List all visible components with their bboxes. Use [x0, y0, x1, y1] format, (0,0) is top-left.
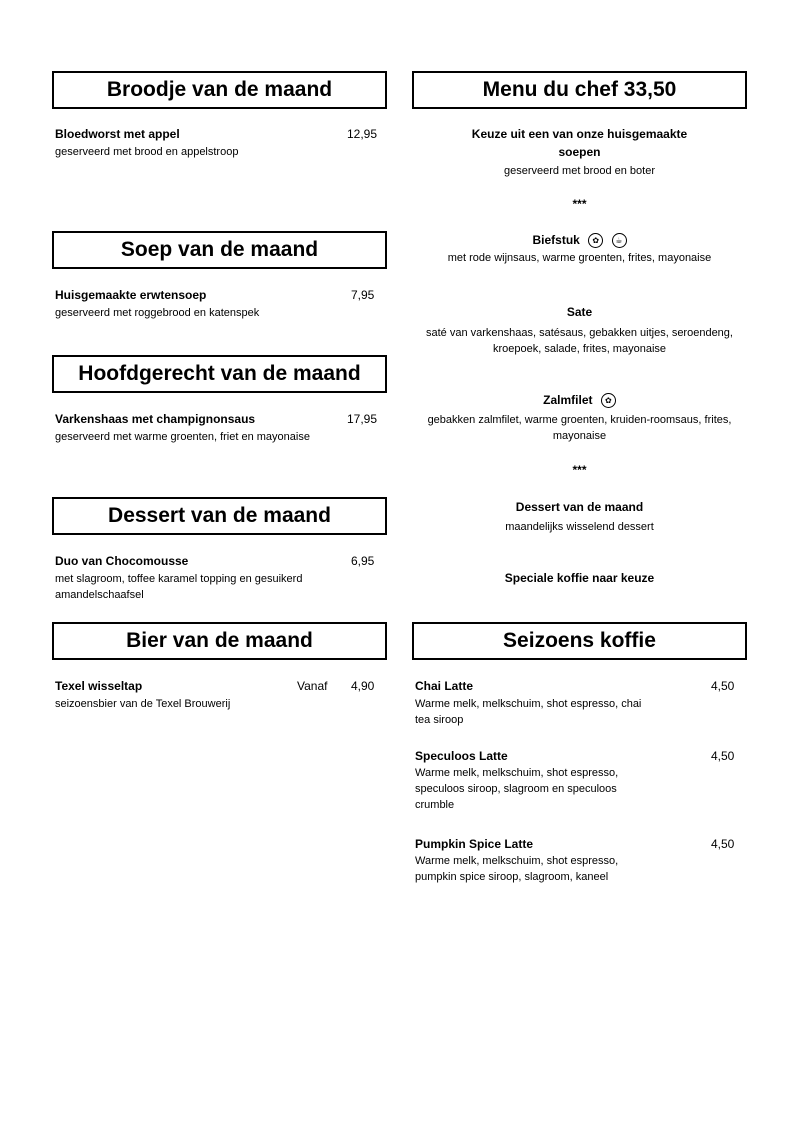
- price-prefix: Vanaf: [297, 679, 328, 693]
- menu-zalmfilet: [412, 393, 747, 408]
- section-title-bier: Bier van de maand: [52, 622, 387, 660]
- allergen-icon: ✿: [588, 233, 603, 248]
- item-price: 17,95: [347, 412, 378, 426]
- coffee-desc: Warme melk, melkschuim, shot espresso,: [415, 855, 619, 867]
- course-desc: saté van varkenshaas, satésaus, gebakken uitjes, seroendeng,: [426, 327, 733, 339]
- menu-intro: Keuze uit een van onze huisgemaakte: [471, 127, 688, 141]
- coffee-price: 4,50: [711, 679, 735, 693]
- course-desc: maandelijks wisselend dessert: [505, 521, 654, 533]
- item-name: Bloedworst met appel: [55, 127, 180, 141]
- coffee-desc: tea siroop: [415, 714, 464, 726]
- coffee-desc: pumpkin spice siroop, slagroom, kaneel: [415, 871, 609, 883]
- course-name: Sate: [566, 305, 593, 319]
- item-price: 6,95: [351, 554, 375, 568]
- section-title-broodje: Broodje van de maand: [52, 71, 387, 109]
- course-name: Biefstuk: [532, 233, 580, 247]
- coffee-desc: Warme melk, melkschuim, shot espresso, chai: [415, 698, 642, 710]
- coffee-name: Pumpkin Spice Latte: [415, 837, 534, 851]
- separator: ***: [572, 197, 587, 211]
- menu-biefstuk: [412, 233, 747, 248]
- item-name: Varkenshaas met champignonsaus: [55, 412, 256, 426]
- coffee-desc: speculoos siroop, slagroom en speculoos: [415, 783, 617, 795]
- course-name: Dessert van de maand: [515, 500, 644, 514]
- coffee-price: 4,50: [711, 749, 735, 763]
- coffee-desc: Warme melk, melkschuim, shot espresso,: [415, 767, 619, 779]
- item-name: Huisgemaakte erwtensoep: [55, 288, 207, 302]
- section-title-dessert: Dessert van de maand: [52, 497, 387, 535]
- item-desc: seizoensbier van de Texel Brouwerij: [55, 698, 231, 710]
- section-title-hoofdgerecht: Hoofdgerecht van de maand: [52, 355, 387, 393]
- coffee-name: Chai Latte: [415, 679, 474, 693]
- menu-intro: soepen: [558, 145, 601, 159]
- course-desc: kroepoek, salade, frites, mayonaise: [492, 343, 667, 355]
- allergen-icon: ✿: [601, 393, 616, 408]
- item-desc: amandelschaafsel: [55, 589, 144, 601]
- section-title-soep: Soep van de maand: [52, 231, 387, 269]
- course-desc: gebakken zalmfilet, warme groenten, kruiden-roomsaus, frites,: [427, 414, 732, 426]
- item-desc: met slagroom, toffee karamel topping en gesuikerd: [55, 573, 303, 585]
- coffee-name: Speculoos Latte: [415, 749, 508, 763]
- separator: ***: [572, 463, 587, 477]
- item-desc: geserveerd met roggebrood en katenspek: [55, 307, 260, 319]
- course-desc: met rode wijnsaus, warme groenten, frites, mayonaise: [447, 252, 712, 264]
- coffee-price: 4,50: [711, 837, 735, 851]
- section-title-seizoens-koffie: Seizoens koffie: [412, 622, 747, 660]
- item-price: 12,95: [347, 127, 378, 141]
- allergen-icon: ☕: [612, 233, 627, 248]
- course-name: Speciale koffie naar keuze: [504, 571, 655, 585]
- course-name: Zalmfilet: [543, 393, 593, 407]
- item-desc: geserveerd met warme groenten, friet en mayonaise: [55, 431, 310, 443]
- coffee-desc: crumble: [415, 799, 455, 811]
- item-desc: geserveerd met brood en appelstroop: [55, 146, 239, 158]
- item-price: 4,90: [351, 679, 375, 693]
- menu-intro-desc: geserveerd met brood en boter: [503, 165, 656, 177]
- section-title-menu-du-chef: Menu du chef 33,50: [412, 71, 747, 109]
- course-desc: mayonaise: [552, 430, 607, 442]
- item-name: Duo van Chocomousse: [55, 554, 189, 568]
- item-name: Texel wisseltap: [55, 679, 143, 693]
- item-price: 7,95: [351, 288, 375, 302]
